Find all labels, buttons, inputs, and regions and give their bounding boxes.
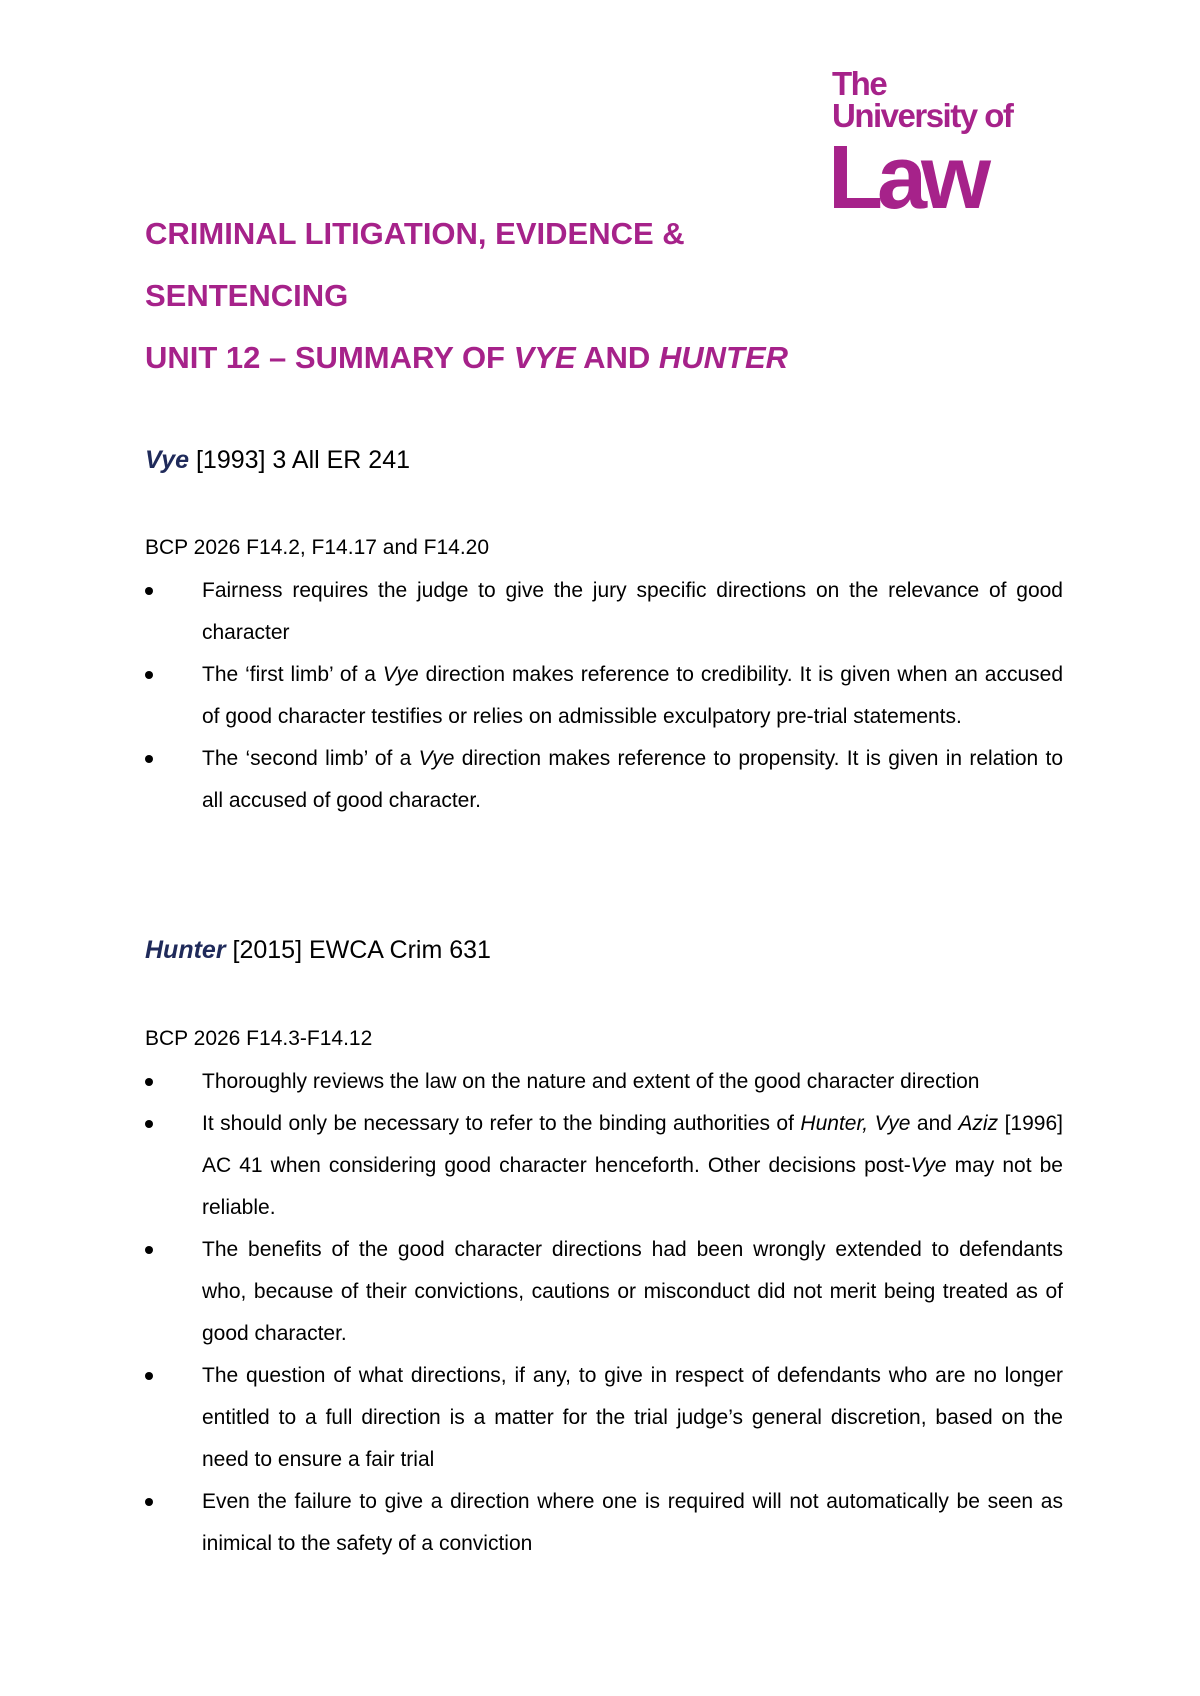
hunter-bullet-2-post: may not be reliable. <box>202 1154 1063 1219</box>
hunter-citation: [2015] EWCA Crim 631 <box>225 936 491 964</box>
hunter-bullet-1-text: Thoroughly reviews the law on the nature and extent of the good character direction <box>202 1070 980 1093</box>
hunter-bullet-2-aziz: Aziz <box>958 1112 999 1135</box>
bullet-icon <box>145 1246 153 1254</box>
hunter-bullet-2-pre: It should only be necessary to refer to the binding authorities of <box>202 1112 801 1135</box>
title-case-hunter: HUNTER <box>658 340 789 375</box>
list-item <box>145 1103 1063 1229</box>
bullet-icon <box>145 1372 153 1380</box>
bullet-icon <box>145 1120 153 1128</box>
vye-bullet-2-case: Vye <box>382 663 419 686</box>
hunter-bullet-list <box>145 1061 1063 1565</box>
list-item <box>145 1061 1063 1103</box>
vye-bullet-list <box>145 570 1063 822</box>
hunter-bullet-2-cases: Hunter, Vye <box>800 1112 911 1135</box>
logo-line-university-of: University of <box>832 97 1013 134</box>
title-and: AND <box>575 340 659 375</box>
hunter-case-heading <box>145 936 491 965</box>
vye-bullet-3-case: Vye <box>418 747 455 770</box>
title-line-2: SENTENCING <box>145 278 349 313</box>
title-unit-prefix: UNIT 12 – SUMMARY OF <box>145 340 514 375</box>
logo-line-the: The <box>832 65 887 102</box>
title-line-3 <box>145 336 1025 398</box>
list-item <box>145 738 1063 822</box>
vye-bullet-1-text: Fairness requires the judge to give the jury specific directions on the relevance of good character <box>202 579 1063 644</box>
vye-case-name: Vye <box>145 446 190 474</box>
list-item <box>145 570 1063 654</box>
hunter-bullet-4-text: The question of what directions, if any, to give in respect of defendants who are no longer entitled to a full direction is a matter for the trial judge’s general discretion, based on the need to ensure a fair trial <box>202 1364 1063 1471</box>
hunter-bullet-2-vye: Vye <box>910 1154 947 1177</box>
bullet-icon <box>145 587 153 595</box>
list-item <box>145 654 1063 738</box>
vye-bullet-3-post: direction makes reference to propensity. It is given in relation to all accused of good character. <box>202 747 1064 812</box>
vye-bullet-2-pre: The ‘first limb’ of a <box>202 663 383 686</box>
list-item <box>145 1355 1063 1481</box>
hunter-bcp-reference: BCP 2026 F14.3-F14.12 <box>145 1027 373 1050</box>
list-item <box>145 1481 1063 1565</box>
list-item <box>145 1229 1063 1355</box>
logo-line-law: Law <box>828 128 986 228</box>
bullet-icon <box>145 1498 153 1506</box>
hunter-case-name: Hunter <box>145 936 226 964</box>
university-of-law-logo <box>828 65 1022 228</box>
title-case-vye: VYE <box>513 340 576 375</box>
hunter-bullet-2-mid: [1996] AC 41 when considering good character henceforth. Other decisions post- <box>202 1112 1063 1177</box>
bullet-icon <box>145 755 153 763</box>
hunter-bullet-2-and: and <box>910 1112 959 1135</box>
bullet-icon <box>145 671 153 679</box>
vye-bullet-3-pre: The ‘second limb’ of a <box>202 747 419 770</box>
vye-case-heading <box>145 446 410 475</box>
bullet-icon <box>145 1078 153 1086</box>
hunter-bullet-5-text: Even the failure to give a direction where one is required will not automatically be seen as inimical to the safety of a conviction <box>202 1490 1063 1555</box>
document-title <box>145 212 1025 398</box>
vye-bullet-2-post: direction makes reference to credibility. It is given when an accused of good character testifies or relies on admissible exculpatory pre-trial statements. <box>202 663 1063 728</box>
hunter-bullet-3-text: The benefits of the good character directions had been wrongly extended to defendants who, because of their convictions, cautions or misconduct did not merit being treated as of good character. <box>202 1238 1063 1345</box>
vye-citation: [1993] 3 All ER 241 <box>189 446 411 474</box>
title-line-1: CRIMINAL LITIGATION, EVIDENCE & <box>145 216 685 251</box>
vye-bcp-reference: BCP 2026 F14.2, F14.17 and F14.20 <box>145 536 490 559</box>
